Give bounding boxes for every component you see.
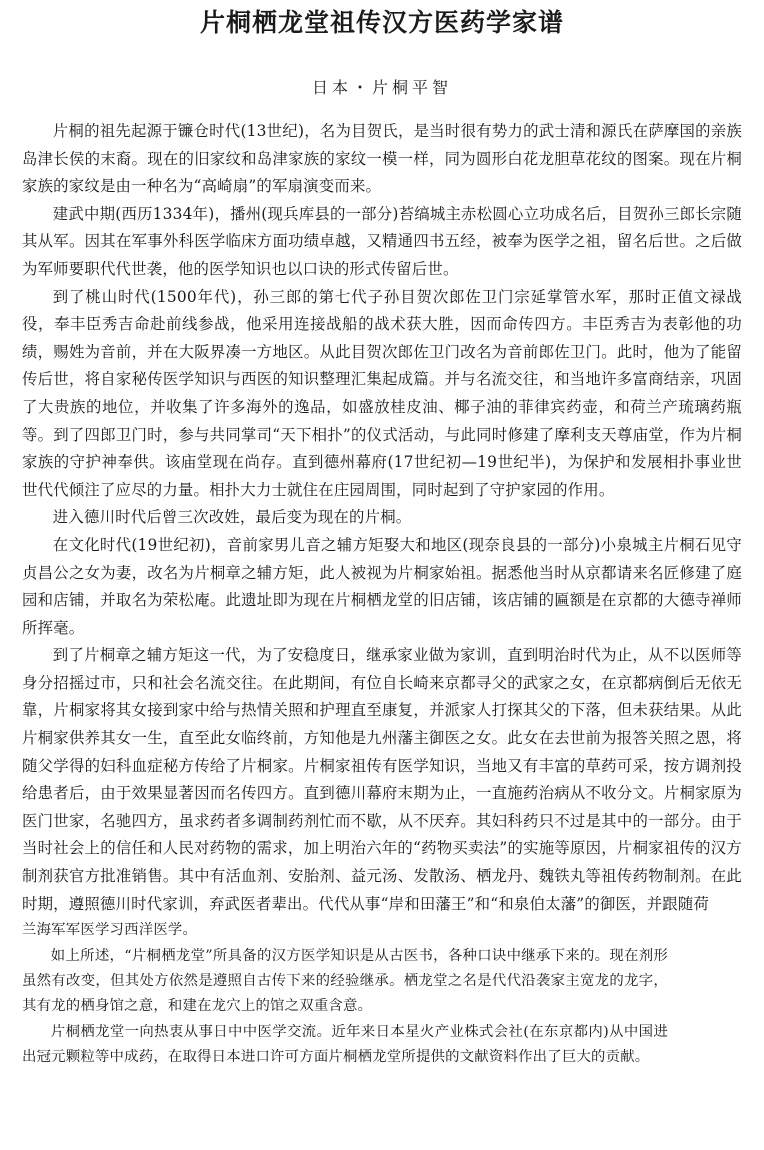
article-body (22, 118, 742, 918)
paragraph: 片桐的祖先起源于镰仓时代(13世纪)，名为目贺氏，是当时很有势力的武士清和源氏在萨摩国的亲族岛津长侯的末裔。现在的旧家纹和岛津家族的家纹一模一样，同为圆形白花龙胆草花纹的图案。现在片桐家族的家纹是由一种名为“高崎扇”的军扇演变而来。 (22, 122, 742, 196)
paragraph: 进入德川时代后曾三次改姓，最后变为现在的片桐。 (52, 508, 412, 527)
article-title: 片桐栖龙堂祖传汉方医药学家谱 (199, 8, 564, 37)
paragraph: 到了片桐章之辅方矩这一代，为了安稳度日，继承家业做为家训，直到明治时代为止，从不以医师等身分招摇过市，只和社会名流交往。在此期间，有位自长崎来京都寻父的武家之女，在京都病倒后无依无靠，片桐家将其女接到家中给与热情关照和护理直至康复，并派家人打探其父的下落，但未获结果。从此片桐家供养其女一生，直至此女临终前，方知他是九州藩主御医之女。此女在去世前为报答关照之恩，将随父学得的妇科血症秘方传给了片桐家。片桐家祖传有医学知识，当地又有丰富的草药可采，按方调剂投给患者后，由于效果显著因而名传四方。直到德川幕府末期为止，一直施药治病从不收分文。片桐家原为医门世家，名驰四方，虽求药者多调制药剂忙而不歇，从不厌弃。其妇科药只不过是其中的一部分。由于当时社会上的信任和人民对药物的需求，加上明治六年的“药物买卖法”的实施等原因，片桐家祖传的汉方制剂获官方批准销售。其中有活血剂、安胎剂、益元汤、发散汤、栖龙丹、魏铁丸等祖传药物制剂。在此时期，遵照德川时代家训，弃武医者辈出。代代从事“岸和田藩王”和“和泉伯太藩”的御医，并跟随荷 (22, 646, 742, 913)
paragraph: 到了桃山时代(1500年代)，孙三郎的第七代子孙目贺次郎佐卫门宗延掌管水军，那时正值文禄战役，奉丰臣秀吉命赴前线参战，他采用连接战船的战术获大胜，因而命传四方。丰臣秀吉为表彰他的功绩，赐姓为音前，并在大阪界凑一方地区。从此目贺次郎佐卫门改名为音前郎佐卫门。此时，他为了能留传后世，将自家秘传医学知识与西医的知识整理汇集起成篇。并与名流交往，和当地许多富商结亲，巩固了大贵族的地位，并收集了许多海外的逸品，如盛放桂皮油、椰子油的菲律宾药壶，和荷兰产琉璃药瓶等。到了四郎卫门时，参与共同掌司“天下相扑”的仪式活动，与此同时修建了摩利支天尊庙堂，作为片桐家族的守护神奉供。该庙堂现在尚存。直到德州幕府(17世纪初—19世纪半)，为保护和发展相扑事业世世代代倾注了应尽的力量。相扑大力士就住在庄园周围，同时起到了守护家园的作用。 (22, 287, 742, 499)
article-tail (22, 918, 742, 1070)
paragraph: 如上所述，“片桐栖龙堂”所具备的汉方医学知识是从古医书，各种口诀中继承下来的。现在剂形虽然有改变，但其处方依然是遵照自古传下来的经验继承。栖龙堂之名是代代沿袭家主宽龙的龙字，其有龙的栖身馆之意，和建在龙穴上的馆之双重含意。 (22, 947, 668, 1015)
paragraph: 建武中期(西历1334年)，播州(现兵库县的一部分)苔缟城主赤松圆心立功成名后，目贺孙三郎长宗随其从军。因其在军事外科医学临床方面功绩卓越，又精通四书五经，被奉为医学之祖，留名后世。之后做为军师要职代代世袭，他的医学知识也以口诀的形式传留后世。 (22, 204, 742, 278)
paragraph: 片桐栖龙堂一向热衷从事日中中医学交流。近年来日本星火产业株式会社(在东京都内)从中国进出冠元颗粒等中成药，在取得日本进口许可方面片桐栖龙堂所提供的文献资料作出了巨大的贡献。 (22, 1023, 668, 1066)
author-line: 日本・片桐平智 (311, 78, 452, 97)
paragraph: 在文化时代(19世纪初)，音前家男儿音之辅方矩娶大和地区(现奈良县的一部分)小泉城主片桐石见守贞昌公之女为妻，改名为片桐章之辅方矩，此人被视为片桐家始祖。据悉他当时从京都请来名匠修建了庭园和店铺，并取名为荣松庵。此遗址即为现在片桐栖龙堂的旧店铺，该店铺的匾额是在京都的大德寺禅师所挥毫。 (22, 535, 742, 637)
paragraph-continuation: 兰海军军医学习西洋医学。 (22, 922, 198, 939)
